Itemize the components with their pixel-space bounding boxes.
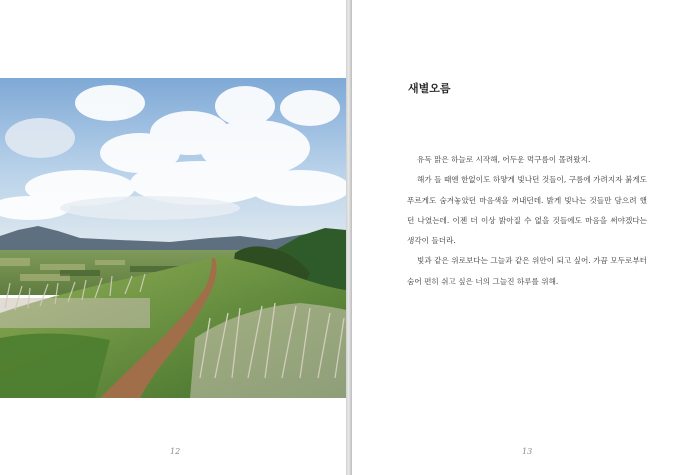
page-number: 13 bbox=[522, 447, 533, 456]
left-page bbox=[0, 0, 346, 475]
chapter-title: 새별오름 bbox=[408, 82, 451, 95]
paragraph: 유독 맑은 하늘로 시작해, 어두운 먹구름이 몰려왔지. bbox=[417, 155, 591, 164]
right-page bbox=[352, 0, 697, 475]
page-number: 12 bbox=[170, 447, 181, 456]
landscape-photo bbox=[0, 78, 346, 398]
body-text bbox=[407, 150, 647, 292]
paragraph: 빛과 같은 위로보다는 그늘과 같은 위안이 되고 싶어. 가끔 모두로부터 숨어 편히 쉬고 싶은 너의 그늘진 하루를 위해. bbox=[407, 256, 647, 286]
paragraph: 해가 들 때엔 한없이도 하얗게 빛나던 것들이, 구름에 가려지자 붉게도 푸르게도 숨겨놓았던 마음색을 꺼내던데. 밝게 빛나는 것들만 담으려 했던 나였는데. 이젠 더 이상 밝아질 수 없을 것들에도 마음을 써야겠다는 생각이 들더라. bbox=[407, 175, 647, 246]
